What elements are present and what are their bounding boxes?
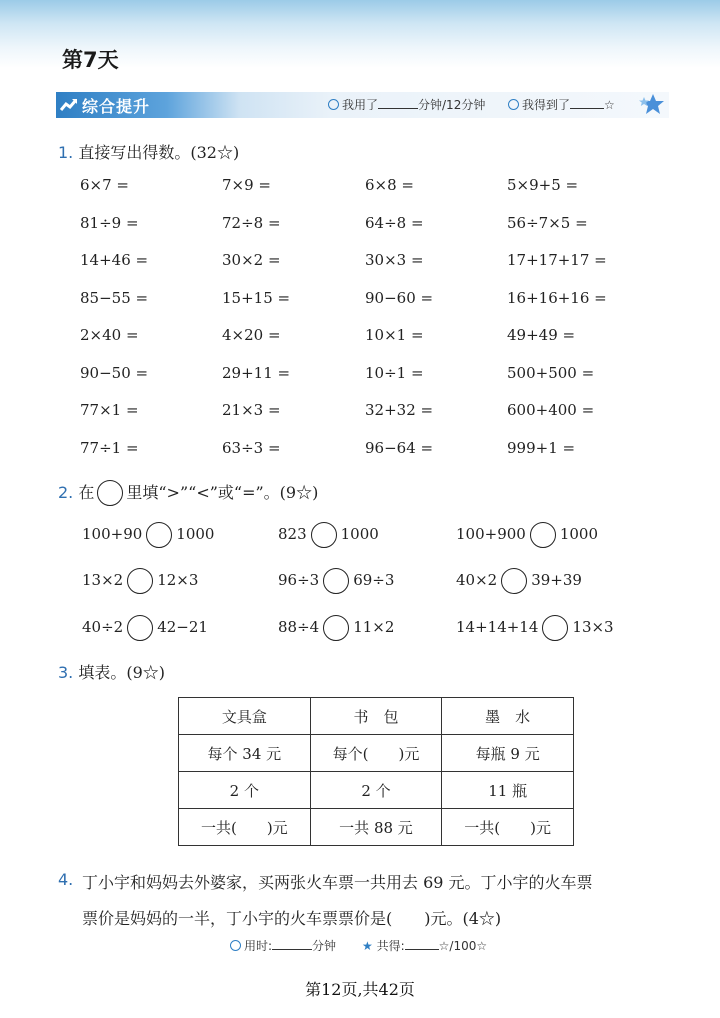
equation-item[interactable]: 17+17+17 = [507,251,607,269]
comparison-item [82,615,208,641]
comparison-right: 12×3 [157,571,199,589]
answer-circle[interactable] [323,568,349,594]
table-cell[interactable]: 每个( )元 [310,735,442,772]
comparison-item [82,522,214,548]
equation-item[interactable]: 32+32 = [365,401,434,419]
equation-item[interactable]: 77÷1 = [80,438,139,457]
section-bar [56,92,669,118]
footer-time: 用时: 分钟 [230,937,336,954]
clock-icon [328,99,339,110]
answer-circle[interactable] [323,615,349,641]
comparison-left: 40×2 [456,571,498,589]
q1-heading: 1. 直接写出得数。(32☆) [58,143,240,162]
equation-item[interactable]: 30×2 = [222,251,281,269]
table-cell[interactable]: 一共( )元 [442,809,574,846]
check-icon [508,99,519,110]
equation-item[interactable]: 5×9+5 = [507,176,579,194]
answer-circle[interactable] [127,568,153,594]
day-title: 第7天 [62,48,119,72]
comparison-right: 42−21 [157,618,208,636]
equation-item[interactable]: 21×3 = [222,401,281,419]
table-cell: 一共 88 元 [310,809,442,846]
comparison-left: 823 [278,525,307,543]
score-got: 我得到了 ☆ [508,96,615,113]
q3-table [178,697,574,846]
comparison-left: 88÷4 [278,618,320,636]
answer-circle[interactable] [311,522,337,548]
q3-heading: 3. 填表。(9☆) [58,663,166,682]
comparison-left: 96÷3 [278,571,320,589]
trend-up-icon [60,96,78,114]
equation-item[interactable]: 10÷1 = [365,363,424,382]
equation-item[interactable]: 999+1 = [507,438,576,457]
comparison-right: 1000 [559,525,599,543]
footer-score: ★ 共得: ☆/100☆ [362,939,488,953]
table-cell: 2 个 [310,772,442,809]
time-used: 我用了 分钟/12分钟 [328,96,485,113]
page-number: 第12页,共42页 [305,980,415,999]
equation-item[interactable]: 600+400 = [507,401,595,419]
q4-heading: 4. [58,870,74,889]
table-cell: 2 个 [179,772,311,809]
comparison-right: 11×2 [353,618,395,636]
answer-circle[interactable] [501,568,527,594]
equation-item[interactable]: 6×7 = [80,176,129,194]
equation-item[interactable]: 81÷9 = [80,213,139,232]
answer-circle[interactable] [542,615,568,641]
answer-circle-icon [97,480,123,506]
comparison-item [456,568,582,594]
comparison-right: 39+39 [531,571,582,589]
equation-item[interactable]: 4×20 = [222,326,281,344]
comparison-right: 1000 [176,525,215,543]
answer-circle[interactable] [146,522,172,548]
equation-item[interactable]: 63÷3 = [222,438,281,457]
comparison-left: 13×2 [82,571,124,589]
equation-item[interactable]: 49+49 = [507,326,576,344]
table-cell: 墨 水 [442,698,574,735]
answer-circle[interactable] [530,522,556,548]
equation-item[interactable]: 96−64 = [365,438,434,457]
q2-heading: 2. 在 里填“>”“<”或“=”。(9☆) [58,480,318,506]
footer-score-blank[interactable] [405,939,439,950]
q4-text-line1: 丁小宇和妈妈去外婆家，买两张火车票一共用去 69 元。丁小宇的火车票 [82,873,593,892]
comparison-left: 14+14+14 [456,618,539,636]
table-row [179,735,574,772]
comparison-item [456,522,598,548]
equation-item[interactable]: 7×9 = [222,176,271,194]
equation-item[interactable]: 56÷7×5 = [507,213,588,232]
table-cell[interactable]: 一共( )元 [179,809,311,846]
equation-item[interactable]: 6×8 = [365,176,414,194]
footer-time-blank[interactable] [272,939,312,950]
equation-item[interactable]: 85−55 = [80,288,149,307]
comparison-right: 13×3 [572,618,614,636]
equation-item[interactable]: 10×1 = [365,326,424,344]
table-cell: 11 瓶 [442,772,574,809]
table-row [179,809,574,846]
answer-circle[interactable] [127,615,153,641]
comparison-left: 100+900 [456,525,526,543]
equation-item[interactable]: 500+500 = [507,363,595,382]
comparison-item [278,522,379,548]
equation-item[interactable]: 90−60 = [365,288,434,307]
equation-item[interactable]: 2×40 = [80,326,139,344]
equation-item[interactable]: 14+46 = [80,251,149,269]
time-blank[interactable] [378,98,418,109]
star-icon: ★ [362,939,373,953]
equation-item[interactable]: 15+15 = [222,288,291,307]
table-cell: 文具盒 [179,698,311,735]
star-badge-icon [637,93,665,115]
table-cell: 书 包 [310,698,442,735]
equation-item[interactable]: 30×3 = [365,251,424,269]
comparison-item [456,615,614,641]
equation-item[interactable]: 16+16+16 = [507,288,607,307]
section-title: 综合提升 [82,97,151,116]
comparison-left: 40÷2 [82,618,124,636]
table-row [179,772,574,809]
table-cell: 每瓶 9 元 [442,735,574,772]
comparison-item [278,568,394,594]
comparison-item [82,568,198,594]
equation-item[interactable]: 64÷8 = [365,213,424,232]
comparison-right: 1000 [340,525,379,543]
comparison-right: 69÷3 [353,571,395,589]
equation-item[interactable]: 72÷8 = [222,213,281,232]
comparison-item [278,615,394,641]
equation-item[interactable]: 90−50 = [80,363,149,382]
table-row [179,698,574,735]
clock-icon [230,940,241,951]
table-cell: 每个 34 元 [179,735,311,772]
comparison-left: 100+90 [82,525,143,543]
score-blank[interactable] [570,98,604,109]
equation-item[interactable]: 29+11 = [222,363,291,382]
equation-item[interactable]: 77×1 = [80,401,139,419]
q4-text-line2[interactable]: 票价是妈妈的一半，丁小宇的火车票票价是( )元。(4☆) [82,909,502,928]
